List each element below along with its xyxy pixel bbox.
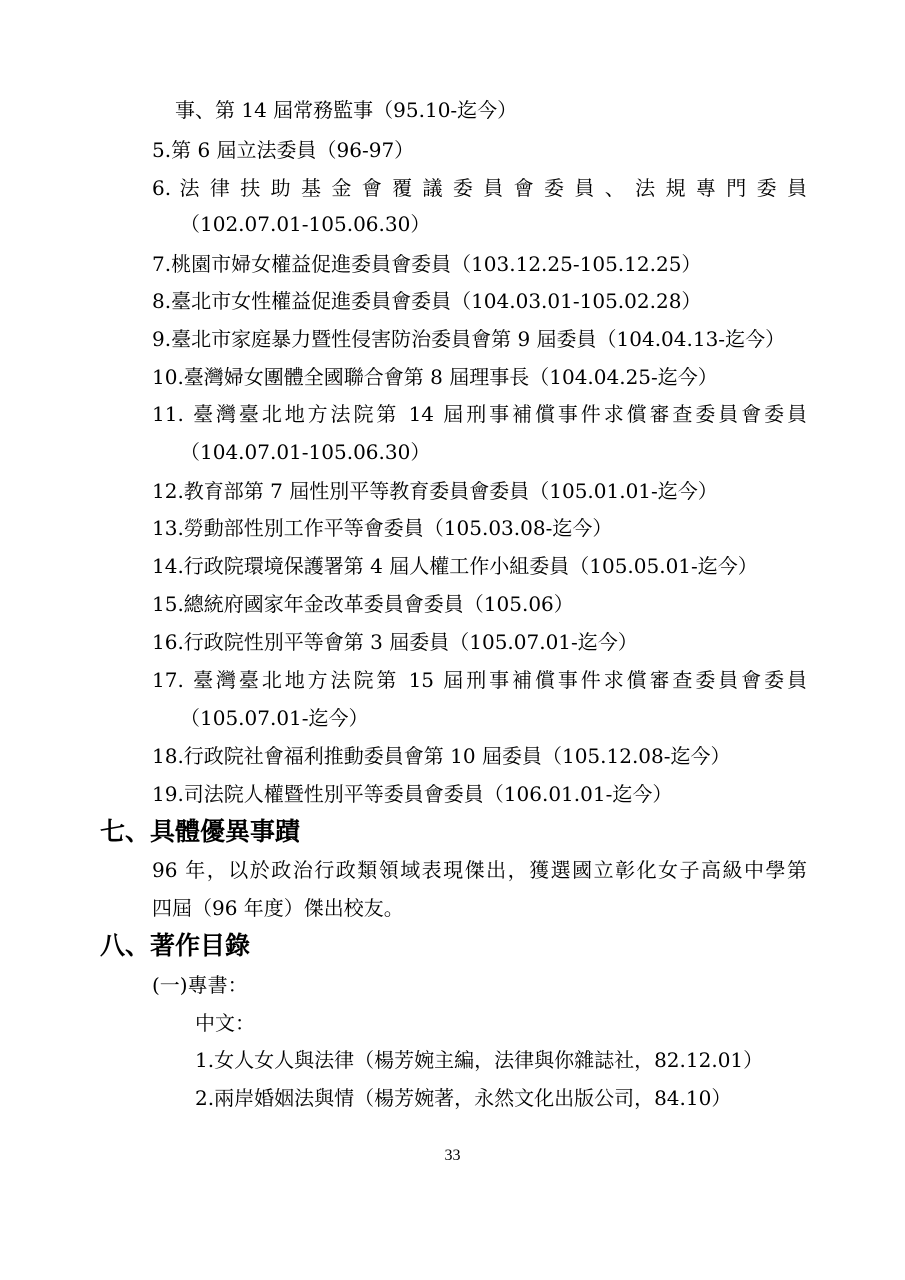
list-item: 11. 臺灣臺北地方法院第 14 屆刑事補償事件求償審查委員會委員 bbox=[152, 402, 807, 426]
list-item-continuation: （104.07.01-105.06.30） bbox=[180, 440, 431, 464]
list-item: 16.行政院性別平等會第 3 屆委員（105.07.01-迄今） bbox=[152, 630, 638, 654]
list-item: 14.行政院環境保護署第 4 屆人權工作小組委員（105.05.01-迄今） bbox=[152, 554, 758, 578]
language-label: 中文： bbox=[195, 1011, 255, 1035]
list-item: 1.女人女人與法律（楊芳婉主編，法律與你雜誌社，82.12.01） bbox=[195, 1048, 764, 1072]
list-item: 19.司法院人權暨性別平等委員會委員（106.01.01-迄今） bbox=[152, 782, 673, 806]
list-item: 2.兩岸婚姻法與情（楊芳婉著，永然文化出版公司，84.10） bbox=[195, 1086, 732, 1110]
list-item: 12.教育部第 7 屆性別平等教育委員會委員（105.01.01-迄今） bbox=[152, 479, 718, 503]
list-item: 9.臺北市家庭暴力暨性侵害防治委員會第 9 屆委員（104.04.13-迄今） bbox=[152, 327, 786, 351]
list-item: 18.行政院社會福利推動委員會第 10 屆委員（105.12.08-迄今） bbox=[152, 744, 731, 768]
list-item: 7.桃園市婦女權益促進委員會委員（103.12.25-105.12.25） bbox=[152, 252, 702, 276]
list-item: 15.總統府國家年金改革委員會委員（105.06） bbox=[152, 592, 574, 616]
list-item-continuation: （102.07.01-105.06.30） bbox=[180, 212, 431, 236]
list-item: 17. 臺灣臺北地方法院第 15 屆刑事補償事件求償審查委員會委員 bbox=[152, 668, 807, 692]
section-heading: 七、具體優異事蹟 bbox=[100, 817, 301, 846]
page-number: 33 bbox=[444, 1147, 461, 1164]
list-item: 6. 法 律 扶 助 基 金 會 覆 議 委 員 會 委 員 、 法 規 專 門 委 員 bbox=[152, 176, 807, 200]
section-body: 96 年，以於政治行政類領域表現傑出，獲選國立彰化女子高級中學第 bbox=[152, 858, 807, 882]
list-item: 5.第 6 屆立法委員（96-97） bbox=[152, 138, 415, 162]
section-body: 四屆（96 年度）傑出校友。 bbox=[152, 896, 404, 920]
subsection-heading: (一)專書： bbox=[152, 973, 248, 997]
list-item: 10.臺灣婦女團體全國聯合會第 8 屆理事長（104.04.25-迄今） bbox=[152, 365, 718, 389]
list-item: 8.臺北市女性權益促進委員會委員（104.03.01-105.02.28） bbox=[152, 289, 702, 313]
list-item-continuation: （105.07.01-迄今） bbox=[180, 706, 369, 730]
list-item: 事、第 14 屆常務監事（95.10-迄今） bbox=[175, 98, 518, 122]
list-item: 13.勞動部性別工作平等會委員（105.03.08-迄今） bbox=[152, 516, 613, 540]
section-heading: 八、著作目錄 bbox=[100, 931, 251, 960]
